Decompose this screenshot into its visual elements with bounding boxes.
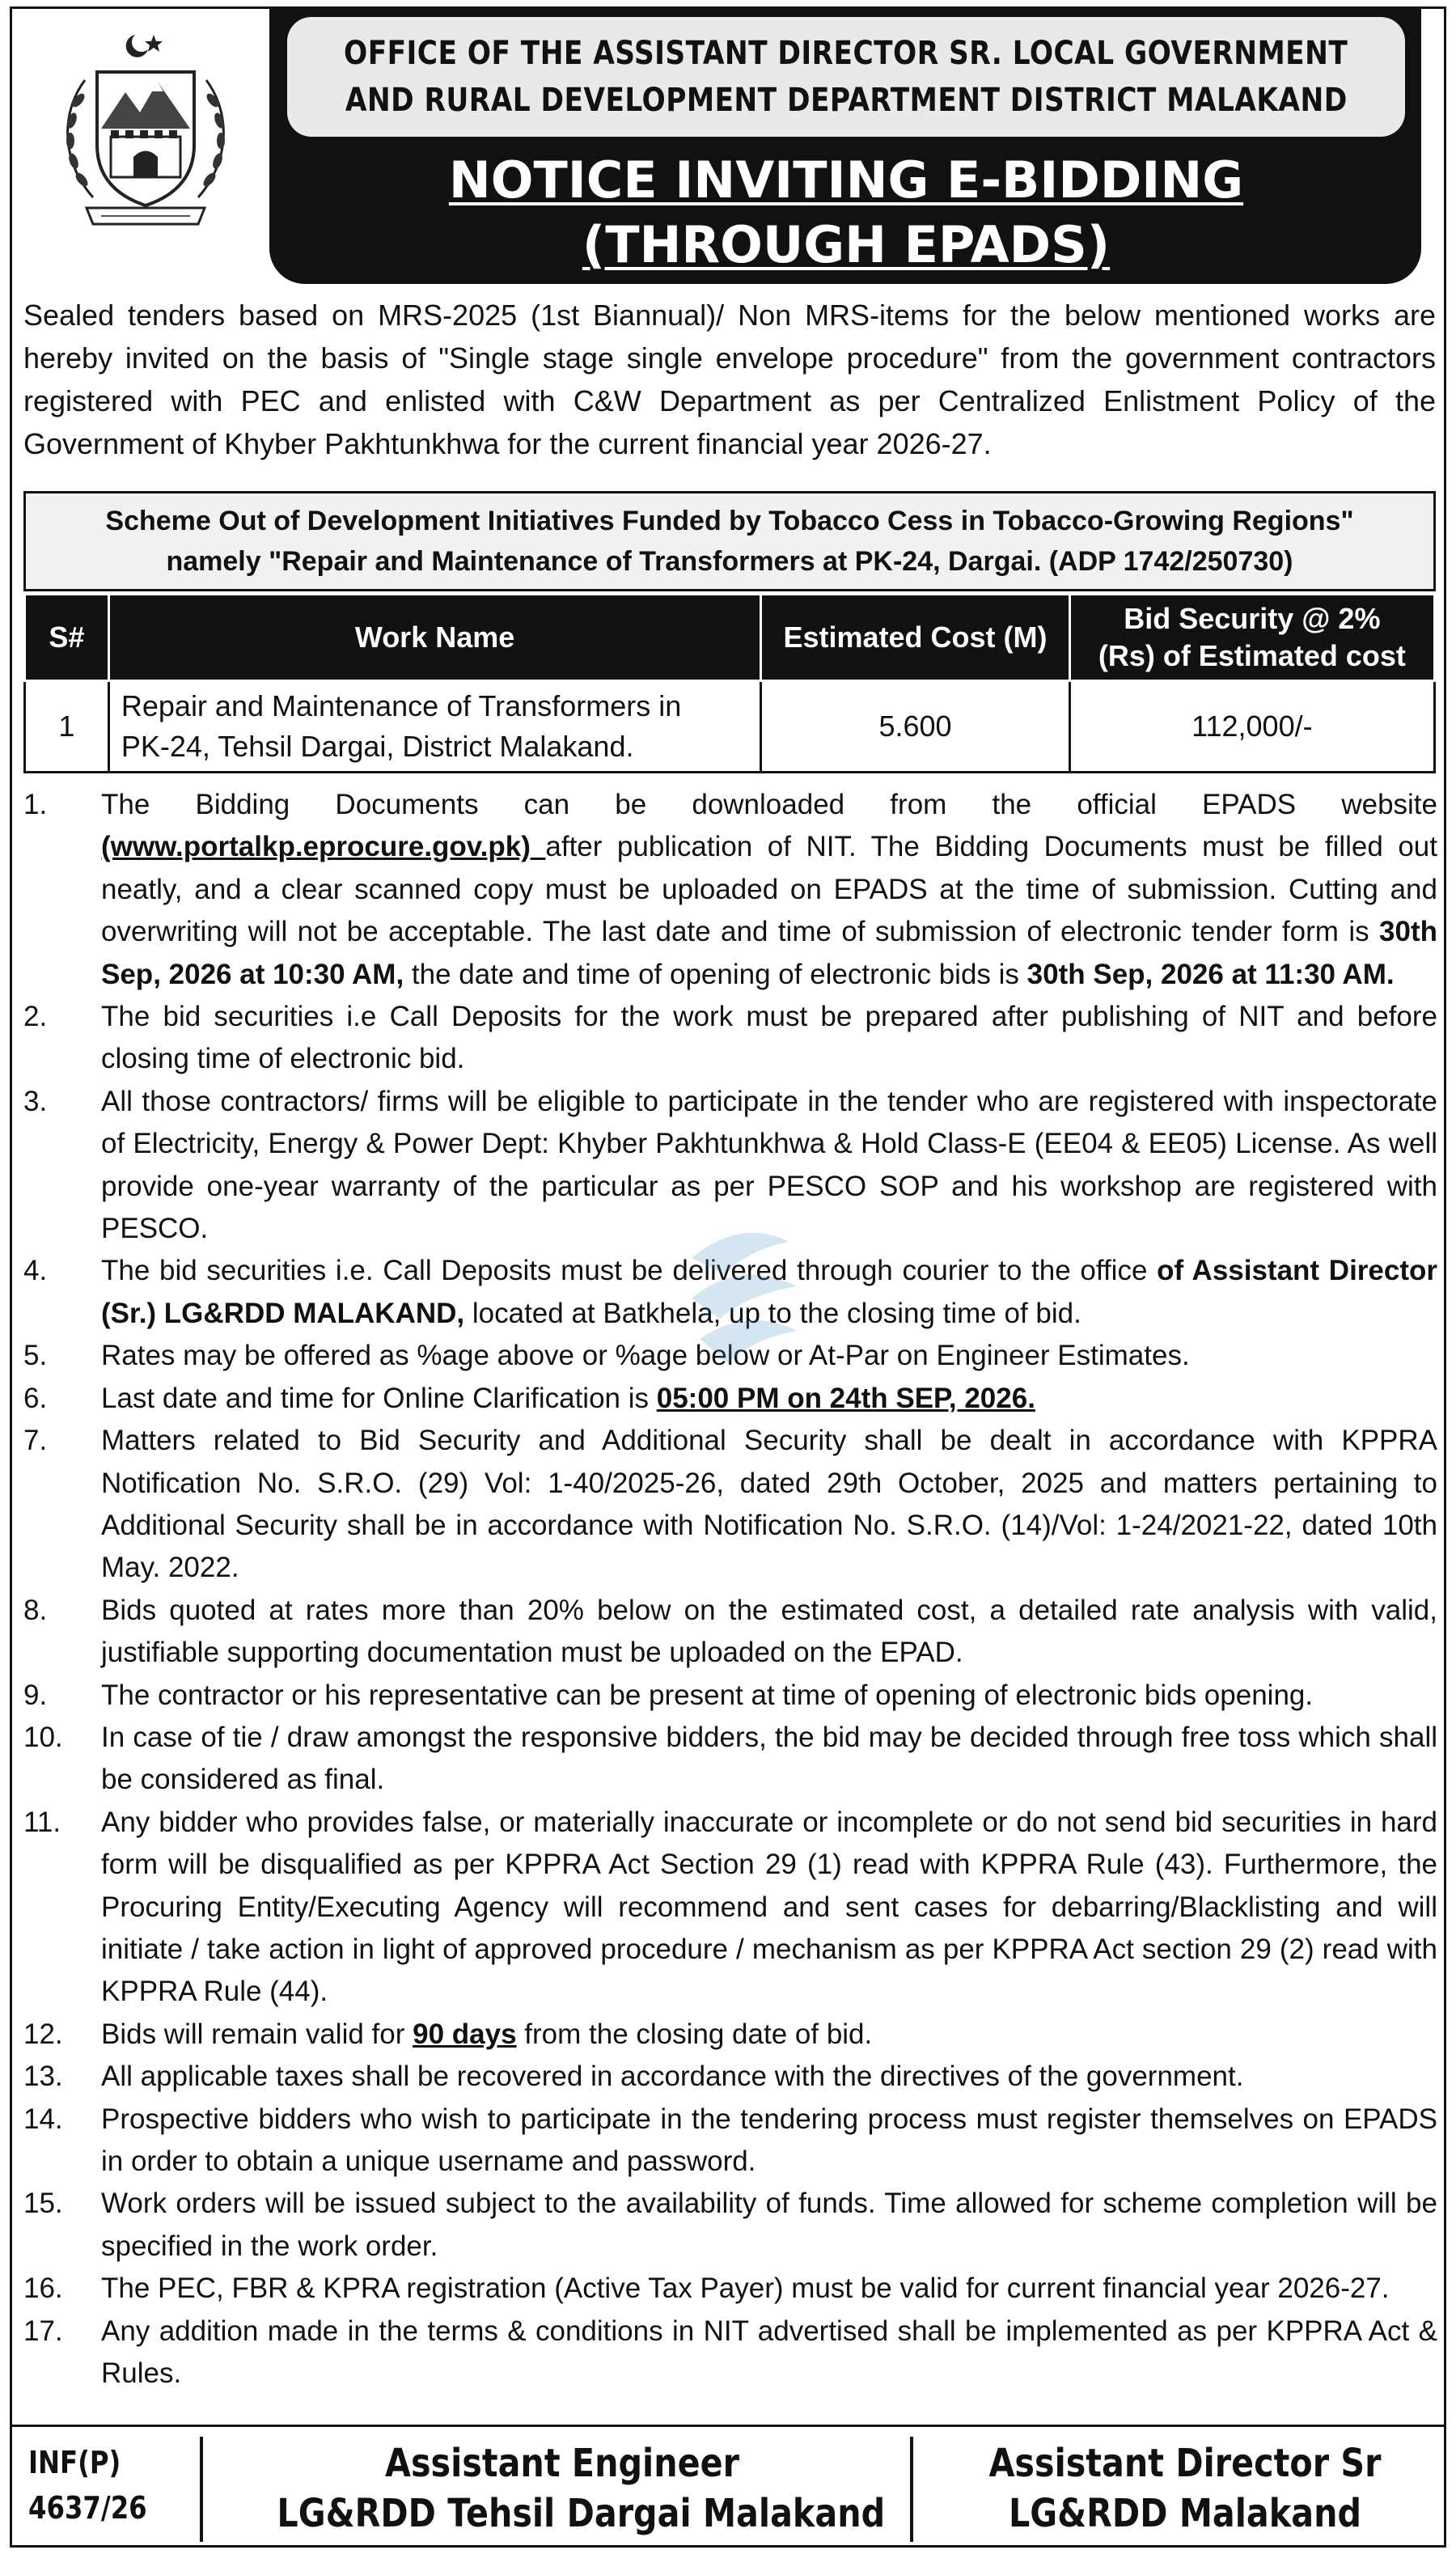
footer-divider (200, 2437, 203, 2542)
condition-item (23, 1802, 1437, 2014)
scheme-line-1: Scheme Out of Development Initiatives Funded by Tobacco Cess in Tobacco-Growing Regions" (105, 506, 1354, 536)
condition-text: located at Batkhela, up to the closing time of bid. (464, 1297, 1081, 1329)
cell-bid-security: 112,000/- (1069, 681, 1434, 773)
condition-text: Any bidder who provides false, or materially inaccurate or incomplete or do not send bid securities in hard form will be disqualified as per KPPRA Act Section 29 (1) read with KPPRA Rule (43). Furthermore, the Procuring Entity/Executing Agency will recommend and sent cases for debarring/Blacklisting and will initiate / take action in light of approved procedure / mechanism as per KPPRA Act section 29 (2) read with KPPRA Rule (44). (101, 1806, 1437, 2008)
condition-text: Work orders will be issued subject to the availability of funds. Time allowed for scheme completion will be specified in the work order. (101, 2188, 1437, 2262)
submission-deadline: 30th Sep, 2026 at 10:30 AM, (101, 916, 1437, 990)
signature-1-office: LG&RDD Tehsil Dargai Malakand (277, 2491, 886, 2536)
condition-text: All those contractors/ firms will be eligible to participate in the tender who are registered with inspectorate of Electricity, Energy & Power Dept: Khyber Pakhtunkhwa & Hold Class-E (EE04 & EE05) License. As well provide one-year warranty of the particular as per PESCO SOP and his workshop are registered with PESCO. (101, 1085, 1437, 1245)
condition-text: Bids quoted at rates more than 20% below on the estimated cost, a detailed rate analysis with valid, justifiable supporting documentation must be uploaded on the EPAD. (101, 1594, 1437, 1669)
condition-text: the date and time of opening of electronic bids is (404, 958, 1027, 990)
condition-text: from the closing date of bid. (516, 2018, 873, 2050)
condition-number: 15. (23, 2188, 63, 2220)
cell-estimated-cost: 5.600 (761, 681, 1069, 773)
condition-number: 7. (23, 1425, 48, 1457)
condition-item (23, 2014, 1437, 2056)
office-title-line-1: OFFICE OF THE ASSISTANT DIRECTOR SR. LOCAL GOVERNMENT (344, 35, 1348, 72)
condition-item (23, 2056, 1437, 2098)
condition-text: Bids will remain valid for (101, 2018, 413, 2050)
notice-title-line-1: NOTICE INVITING E-BIDDING (448, 150, 1244, 210)
condition-text: after publication of NIT. The Bidding Documents must be filled out neatly, and a clear scanned copy must be uploaded on EPADS at the time of submission. Cutting and overwriting will not be acceptable. The last date and time of submission of electronic tender form is (101, 831, 1437, 948)
validity-period: 90 days (413, 2018, 517, 2050)
condition-number: 17. (23, 2315, 63, 2347)
inf-reference (28, 2440, 147, 2531)
notice-title-box (287, 145, 1405, 281)
condition-number: 11. (23, 1806, 61, 1838)
condition-number: 4. (23, 1255, 48, 1287)
cell-work-name-line-2: PK-24, Tehsil Dargai, District Malakand. (121, 730, 634, 763)
condition-text: Last date and time for Online Clarification is (101, 1382, 657, 1414)
condition-number: 8. (23, 1594, 48, 1626)
condition-text: In case of tie / draw amongst the responsive bidders, the bid may be decided through free toss which shall be considered as final. (101, 1721, 1437, 1796)
condition-number: 1. (23, 789, 48, 820)
condition-item (23, 2310, 1437, 2395)
condition-text: The bid securities i.e Call Deposits for the work must be prepared after publishing of NIT and before closing time of electronic bid. (101, 1001, 1437, 1075)
condition-item (23, 1420, 1437, 1590)
condition-text: The bid securities i.e. Call Deposits must be delivered through courier to the office (101, 1255, 1158, 1287)
cell-sno: 1 (25, 681, 109, 773)
scheme-box (23, 491, 1436, 591)
condition-number: 16. (23, 2272, 63, 2305)
opening-time: 30th Sep, 2026 at 11:30 AM. (1026, 958, 1395, 990)
notice-page (10, 6, 1446, 2548)
condition-text: The PEC, FBR & KPRA registration (Active Tax Payer) must be valid for current financial year 2026-27. (101, 2272, 1390, 2305)
office-title-line-2: AND RURAL DEVELOPMENT DEPARTMENT DISTRICT MALAKAND (345, 82, 1348, 119)
inf-line-1: INF(P) (28, 2445, 121, 2480)
condition-item (23, 1590, 1437, 1675)
clarification-deadline: 05:00 PM on 24th SEP, 2026. (656, 1382, 1035, 1414)
condition-text: The contractor or his representative can be present at time of opening of electronic bids opening. (101, 1679, 1314, 1711)
condition-text: Matters related to Bid Security and Additional Security shall be dealt in accordance with KPPRA Notification No. S.R.O. (29) Vol: 1-40/2025-26, dated 29th October, 2025 and matters pertaining to Additional Security shall be in accordance with Notification No. S.R.O. (14)/Vol: 1-24/2021-22, dated 10th May. 2022. (101, 1425, 1437, 1584)
header-bid-security (1069, 595, 1434, 681)
conditions-list (23, 784, 1437, 2395)
signature-2-office: LG&RDD Malakand (1008, 2491, 1362, 2536)
signature-1-title: Assistant Engineer (385, 2441, 739, 2486)
works-table (23, 593, 1436, 773)
condition-number: 12. (23, 2018, 63, 2050)
condition-item (23, 1675, 1437, 1717)
condition-text: All applicable taxes shall be recovered in accordance with the directives of the government. (101, 2061, 1244, 2093)
condition-text: Any addition made in the terms & conditions in NIT advertised shall be implemented as per KPPRA Act & Rules. (101, 2315, 1437, 2390)
footer-divider (910, 2437, 913, 2542)
signature-2-title: Assistant Director Sr (988, 2441, 1382, 2486)
condition-number: 5. (23, 1340, 48, 1372)
condition-number: 3. (23, 1085, 48, 1117)
footer (12, 2425, 1444, 2550)
condition-item (23, 2268, 1437, 2310)
watermark-logo-icon (675, 1209, 805, 1371)
condition-number: 6. (23, 1382, 48, 1414)
condition-number: 14. (23, 2103, 63, 2135)
office-title-box (287, 17, 1405, 137)
condition-number: 2. (23, 1001, 48, 1033)
condition-number: 10. (23, 1721, 63, 1753)
condition-item (23, 1378, 1437, 1420)
condition-text: Prospective bidders who wish to participate in the tendering process must register themselves on EPADS in order to obtain a unique username and password. (101, 2103, 1437, 2177)
condition-item (23, 2183, 1437, 2268)
header-work-name: Work Name (108, 595, 760, 681)
office-address-bold: of Assistant Director (Sr.) LG&RDD MALAKAND, (101, 1255, 1437, 1329)
header-bid-security-line-1: Bid Security @ 2% (1124, 602, 1381, 635)
condition-number: 9. (23, 1679, 48, 1711)
condition-text: Rates may be offered as %age above or %age below or At-Par on Engineer Estimates. (101, 1340, 1190, 1372)
table-row (25, 681, 1435, 773)
notice-title-line-2: (THROUGH EPADS) (582, 215, 1111, 274)
header-estimated-cost: Estimated Cost (M) (761, 595, 1069, 681)
header-bid-security-line-2: (Rs) of Estimated cost (1098, 639, 1406, 672)
cell-work-name-line-1: Repair and Maintenance of Transformers in (121, 689, 682, 722)
inf-line-2: 4637/26 (28, 2490, 147, 2526)
intro-paragraph: Sealed tenders based on MRS-2025 (1st Biannual)/ Non MRS-items for the below mentioned works are hereby invited on the basis of "Single stage single envelope procedure" from the government contractors registered with PEC and enlisted with C&W Department as per Centralized Enlistment Policy of the Government of Khyber Pakhtunkhwa for the current financial year 2026-27. (23, 299, 1436, 460)
signature-assistant-engineer (231, 2438, 894, 2539)
scheme-line-2: namely "Repair and Maintenance of Transformers at PK-24, Dargai. (ADP 1742/250730) (166, 546, 1293, 577)
table-header-row (25, 595, 1435, 681)
kp-government-emblem-icon (36, 23, 255, 242)
epads-website-link[interactable]: (www.portalkp.eprocure.gov.pk) (101, 831, 546, 863)
condition-item (23, 784, 1437, 996)
condition-item (23, 1717, 1437, 1802)
condition-text: The Bidding Documents can be downloaded from the official EPADS website (101, 789, 1437, 820)
condition-number: 13. (23, 2061, 63, 2093)
condition-item (23, 996, 1437, 1081)
condition-item (23, 2099, 1437, 2183)
header-sno: S# (25, 595, 109, 681)
signature-assistant-director (934, 2438, 1436, 2539)
header (12, 9, 1444, 288)
cell-work-name (108, 681, 760, 773)
